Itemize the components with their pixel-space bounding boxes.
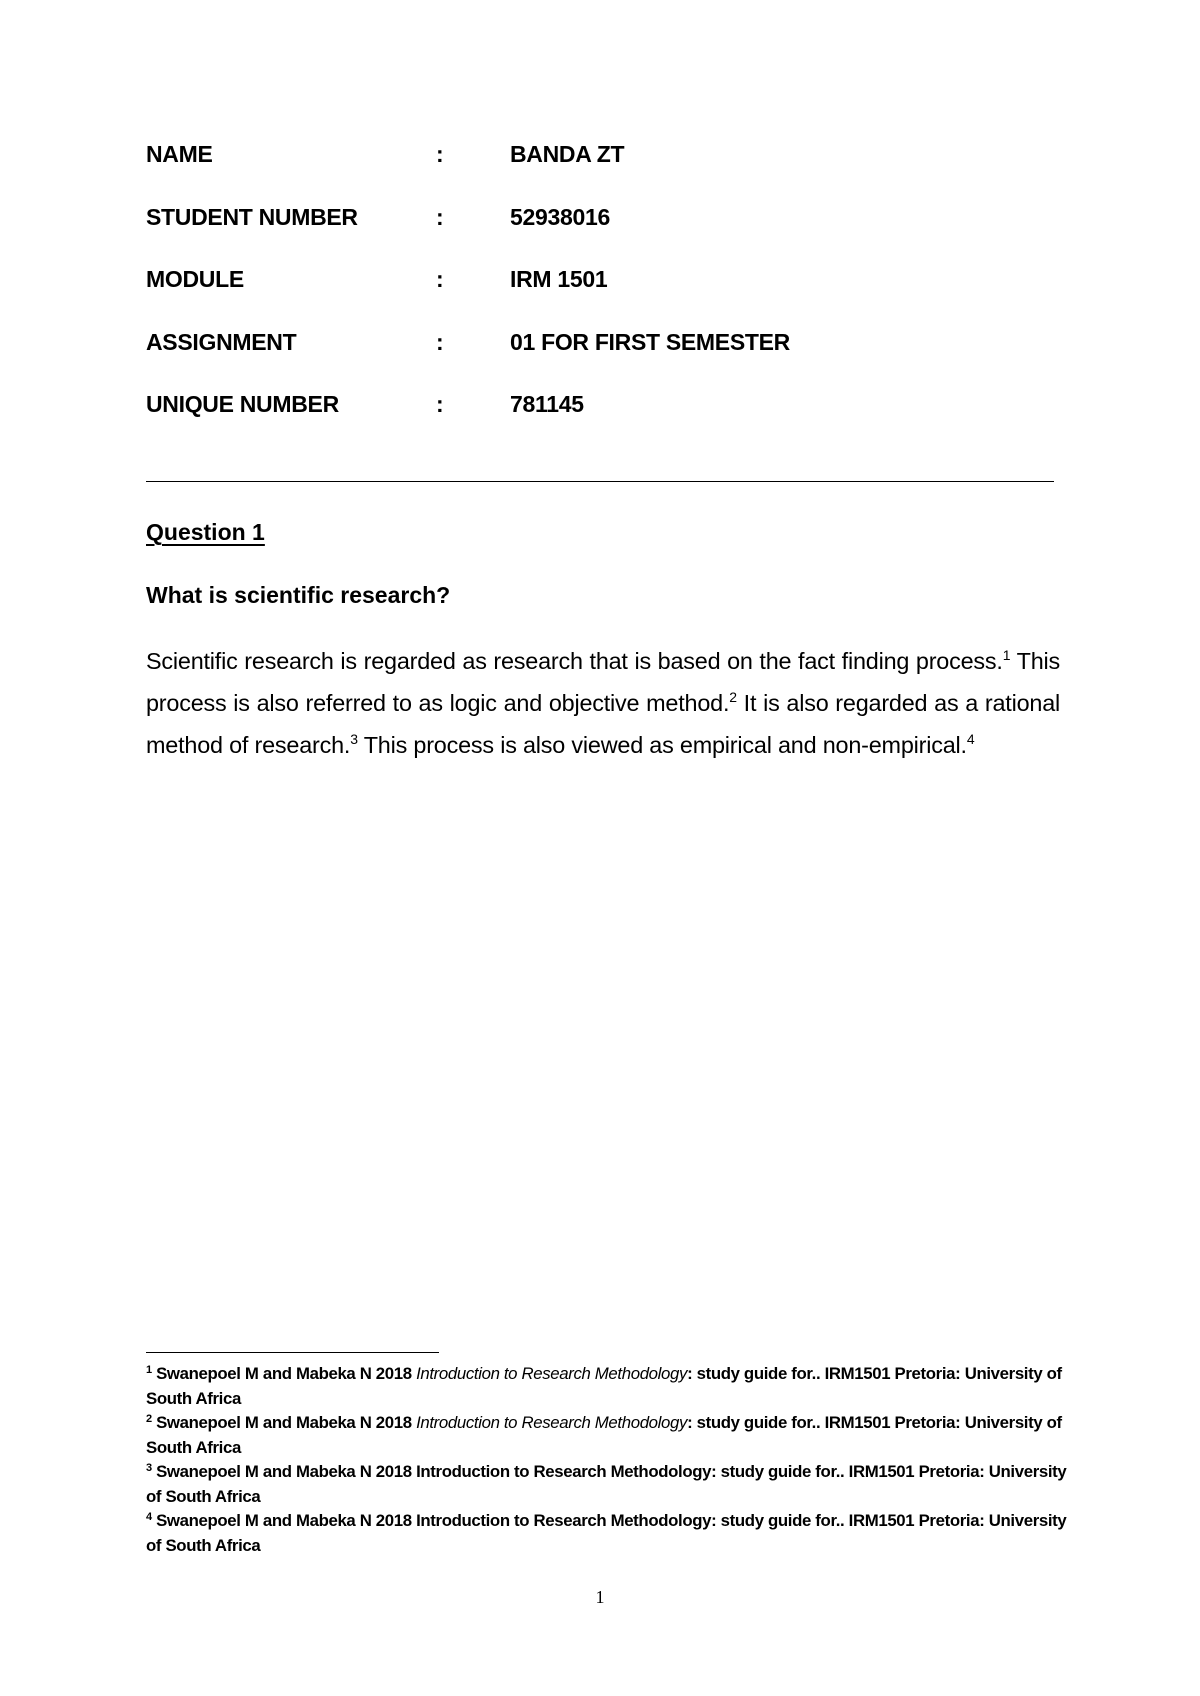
info-row-unique-number <box>146 391 790 454</box>
info-label: MODULE <box>146 266 244 292</box>
footnote-ref: 2 <box>729 689 737 705</box>
footnote <box>146 1362 1076 1411</box>
footnote-ref: 4 <box>966 731 975 747</box>
footnote-ref: 3 <box>350 731 358 747</box>
info-colon: : <box>436 266 444 292</box>
info-row-name <box>146 141 790 204</box>
info-value: 781145 <box>510 391 584 417</box>
info-value: 52938016 <box>510 203 610 230</box>
page-number: 1 <box>595 1587 605 1607</box>
info-label: ASSIGNMENT <box>146 328 297 355</box>
footnotes <box>146 1362 1076 1558</box>
footnote-text: : study guide for.. IRM1501 Pretoria: University of South Africa <box>146 1413 1062 1457</box>
info-label: STUDENT NUMBER <box>146 203 358 230</box>
answer-sentence: It is also regarded as a rational method of research. <box>146 690 1060 758</box>
info-colon: : <box>436 328 444 355</box>
answer-sentence: Scientific research is regarded as research that is based on the fact finding process. <box>146 648 1003 674</box>
footnote-book-title: Introduction to Research Methodology <box>416 1413 688 1432</box>
footnote <box>146 1509 1076 1558</box>
footnote-number: 1 <box>146 1364 152 1376</box>
info-row-module <box>146 266 790 329</box>
question-title: What is scientific research? <box>146 582 451 608</box>
info-row-student-number <box>146 204 790 267</box>
info-row-assignment <box>146 329 790 392</box>
info-value: 01 FOR FIRST SEMESTER <box>510 328 790 355</box>
footnote-text: Swanepoel M and Mabeka N 2018 <box>156 1462 417 1481</box>
footnote-number: 2 <box>146 1413 152 1425</box>
footnote-ref: 1 <box>1002 647 1011 663</box>
footnote-number: 3 <box>146 1462 152 1474</box>
footnote <box>146 1411 1076 1460</box>
info-label: NAME <box>146 141 213 167</box>
footnote-separator <box>146 1352 439 1353</box>
footnote-text: Swanepoel M and Mabeka N 2018 <box>156 1364 417 1383</box>
info-value: IRM 1501 <box>510 266 608 292</box>
footnote-text: Swanepoel M and Mabeka N 2018 <box>156 1413 417 1432</box>
answer-sentence: This process is also viewed as empirical and non-empirical. <box>357 732 967 758</box>
footnote <box>146 1460 1076 1509</box>
answer-paragraph <box>146 640 1060 766</box>
info-colon: : <box>436 141 444 167</box>
footnote-book-title: Introduction to Research Methodology <box>416 1511 712 1530</box>
question-heading: Question 1 <box>146 519 265 545</box>
answer-sentence: This process is also referred to as logic and objective method. <box>146 648 1060 716</box>
horizontal-divider <box>146 481 1054 482</box>
info-colon: : <box>436 391 444 417</box>
footnote-text: : study guide for.. IRM1501 Pretoria: University of South Africa <box>146 1364 1062 1408</box>
footnote-number: 4 <box>146 1511 152 1523</box>
footnote-text: Swanepoel M and Mabeka N 2018 <box>156 1511 417 1530</box>
student-info-table <box>146 141 790 454</box>
footnote-book-title: Introduction to Research Methodology <box>416 1462 712 1481</box>
info-value: BANDA ZT <box>510 141 625 167</box>
footnote-book-title: Introduction to Research Methodology <box>416 1364 688 1383</box>
footnote-text: : study guide for.. IRM1501 Pretoria: University of South Africa <box>146 1462 1067 1506</box>
footnote-text: : study guide for.. IRM1501 Pretoria: University of South Africa <box>146 1511 1067 1555</box>
info-label: UNIQUE NUMBER <box>146 391 339 417</box>
info-colon: : <box>436 203 444 230</box>
